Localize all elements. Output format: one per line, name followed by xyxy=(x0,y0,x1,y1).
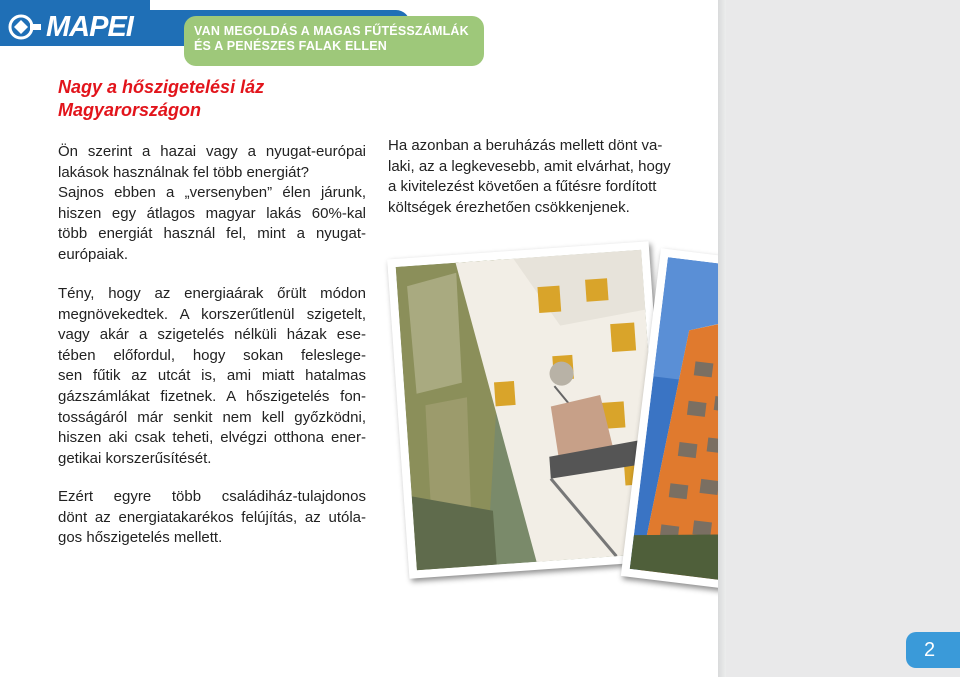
page-edge xyxy=(718,0,726,677)
mapei-logo xyxy=(8,12,133,42)
text-line: megnövekedtek. A korszerűtlenül szigetelt, xyxy=(58,305,366,323)
text-line: dönt az energiatakarékos felújítás, az utóla- xyxy=(58,508,366,526)
text-line: hiszen egy átlagos magyar lakás 60%-kal xyxy=(58,204,366,222)
logo-wordmark: MAPEI xyxy=(46,11,133,43)
text-line: laki, az a legkevesebb, amit elvárhat, hogy xyxy=(388,157,671,175)
text-line: gázszámlákat fizetnek. A hőszigetelés fon- xyxy=(58,387,366,405)
mapei-logo-icon xyxy=(8,14,42,40)
text-line: Tény, hogy az energiaárak őrült módon xyxy=(58,285,366,302)
text-line: gos hőszigetelés mellett. xyxy=(58,529,223,547)
paragraph-2 xyxy=(58,284,366,469)
header-line-1: VAN MEGOLDÁS A MAGAS FŰTÉSSZÁMLÁK xyxy=(194,24,469,38)
header-line-2: ÉS A PENÉSZES FALAK ELLEN xyxy=(194,39,387,53)
viewer-background xyxy=(726,0,960,677)
text-line: több energiát használ fel, mint a nyugat- xyxy=(58,225,366,243)
heading-line-1: Nagy a hőszigetelési láz xyxy=(58,77,265,97)
heading-line-2: Magyarországon xyxy=(58,100,202,120)
text-line: lakások használnak fel több energiát? xyxy=(58,163,310,181)
text-line: Sajnos ebben a „versenyben” élen járunk, xyxy=(58,184,366,202)
paragraph-3 xyxy=(58,487,366,549)
text-line: sen fűtik az utcát is, ami miatt hatalmas xyxy=(58,367,366,385)
page-number-badge: 2 xyxy=(906,632,960,668)
text-line: Ezért egyre több családiház-tulajdonos xyxy=(58,488,366,505)
text-line: a kivitelezést követően a fűtésre fordított xyxy=(388,178,657,196)
text-line: tosságáról már senkit nem kell győzködni, xyxy=(58,408,366,426)
text-line: getikai korszerűsítését. xyxy=(58,449,212,467)
text-line: hiszen aki csak teheti, elvégzi otthona ener- xyxy=(58,429,366,447)
section-heading xyxy=(58,76,358,122)
paragraph-4 xyxy=(388,136,698,218)
paragraph-1 xyxy=(58,142,366,266)
text-line: Ha azonban a beruházás mellett dönt va- xyxy=(388,137,663,154)
text-line: vagy akár a szigetelés nélküli házak ese- xyxy=(58,326,366,344)
text-line: európaiak. xyxy=(58,245,129,263)
header-banner xyxy=(184,16,484,66)
text-line: költségek érezhetően csökkenjenek. xyxy=(388,198,630,216)
text-line: tében előfordul, hogy sokan feleslege- xyxy=(58,346,366,364)
text-line: Ön szerint a hazai vagy a nyugat-európai xyxy=(58,143,366,160)
